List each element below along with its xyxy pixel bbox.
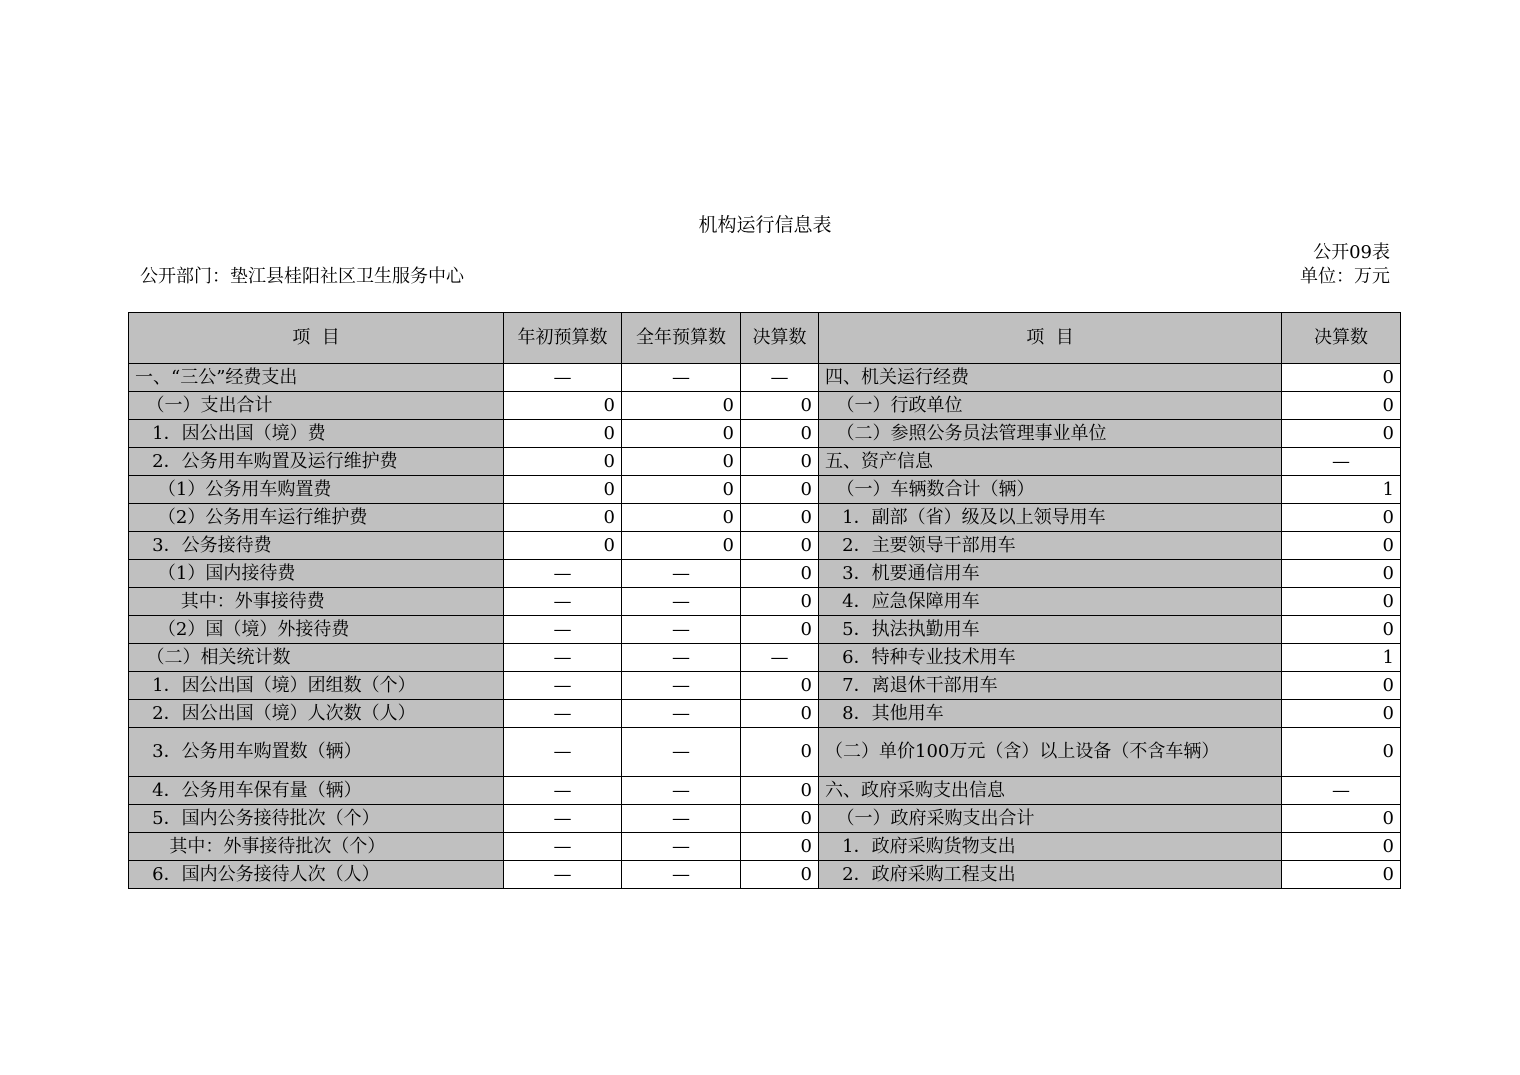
budget-initial-cell: 0 (504, 392, 622, 420)
left-item-cell: 5．国内公务接待批次（个） (129, 805, 504, 833)
budget-annual-cell: — (622, 364, 741, 392)
table-row (129, 364, 1401, 392)
table-row (129, 392, 1401, 420)
budget-initial-cell: — (504, 672, 622, 700)
final-left-cell: 0 (741, 448, 819, 476)
left-item-cell: 6．国内公务接待人次（人） (129, 861, 504, 889)
header-right-item: 项 目 (819, 313, 1282, 364)
budget-annual-cell: 0 (622, 504, 741, 532)
final-left-cell: 0 (741, 700, 819, 728)
right-item-cell: 3．机要通信用车 (819, 560, 1282, 588)
right-item-cell: 2．主要领导干部用车 (819, 532, 1282, 560)
final-left-cell: 0 (741, 777, 819, 805)
final-left-cell: 0 (741, 861, 819, 889)
left-item-cell: 2．因公出国（境）人次数（人） (129, 700, 504, 728)
final-left-cell: 0 (741, 392, 819, 420)
budget-annual-cell: — (622, 644, 741, 672)
budget-initial-cell: — (504, 700, 622, 728)
final-left-cell: — (741, 644, 819, 672)
page-title: 机构运行信息表 (698, 214, 832, 236)
right-item-cell: 5．执法执勤用车 (819, 616, 1282, 644)
budget-initial-cell: — (504, 644, 622, 672)
budget-annual-cell: 0 (622, 448, 741, 476)
header-final-left: 决算数 (741, 313, 819, 364)
right-item-cell: 7．离退休干部用车 (819, 672, 1282, 700)
final-right-cell: 0 (1282, 861, 1401, 889)
table-row (129, 861, 1401, 889)
final-left-cell: 0 (741, 616, 819, 644)
right-item-cell: 2．政府采购工程支出 (819, 861, 1282, 889)
left-item-cell: 4．公务用车保有量（辆） (129, 777, 504, 805)
budget-annual-cell: — (622, 777, 741, 805)
budget-annual-cell: 0 (622, 532, 741, 560)
final-left-cell: 0 (741, 833, 819, 861)
left-item-cell: （2）公务用车运行维护费 (129, 504, 504, 532)
table-header-row (129, 313, 1401, 364)
final-right-cell: 0 (1282, 672, 1401, 700)
table-row (129, 700, 1401, 728)
budget-initial-cell: — (504, 616, 622, 644)
left-item-cell: （1）公务用车购置费 (129, 476, 504, 504)
budget-annual-cell: 0 (622, 392, 741, 420)
final-right-cell: 0 (1282, 616, 1401, 644)
table-row (129, 420, 1401, 448)
final-right-cell: 0 (1282, 588, 1401, 616)
budget-initial-cell: — (504, 805, 622, 833)
right-item-cell: 1．副部（省）级及以上领导用车 (819, 504, 1282, 532)
right-item-cell: 8．其他用车 (819, 700, 1282, 728)
budget-annual-cell: — (622, 728, 741, 777)
table-row (129, 777, 1401, 805)
final-right-cell: — (1282, 448, 1401, 476)
unit-label: 单位：万元 (1300, 266, 1390, 287)
table-row (129, 728, 1401, 777)
final-left-cell: 0 (741, 532, 819, 560)
left-item-cell: （1）国内接待费 (129, 560, 504, 588)
left-item-cell: （一）支出合计 (129, 392, 504, 420)
table-row (129, 476, 1401, 504)
form-number: 公开09表 (1313, 242, 1390, 263)
right-item-cell: 六、政府采购支出信息 (819, 777, 1282, 805)
budget-annual-cell: — (622, 861, 741, 889)
left-item-cell: 一、“三公”经费支出 (129, 364, 504, 392)
final-left-cell: 0 (741, 588, 819, 616)
budget-annual-cell: — (622, 805, 741, 833)
budget-initial-cell: — (504, 588, 622, 616)
final-left-cell: 0 (741, 560, 819, 588)
final-left-cell: 0 (741, 728, 819, 777)
right-item-cell: （一）行政单位 (819, 392, 1282, 420)
budget-annual-cell: — (622, 833, 741, 861)
report-table (128, 312, 1401, 889)
final-left-cell: — (741, 364, 819, 392)
table-row (129, 805, 1401, 833)
left-item-cell: 其中：外事接待费 (129, 588, 504, 616)
final-left-cell: 0 (741, 672, 819, 700)
budget-initial-cell: — (504, 777, 622, 805)
right-item-cell: 四、机关运行经费 (819, 364, 1282, 392)
final-right-cell: 0 (1282, 728, 1401, 777)
table-row (129, 504, 1401, 532)
right-item-cell: 五、资产信息 (819, 448, 1282, 476)
left-item-cell: 3．公务用车购置数（辆） (129, 728, 504, 777)
final-right-cell: 0 (1282, 805, 1401, 833)
final-right-cell: 0 (1282, 392, 1401, 420)
budget-initial-cell: 0 (504, 532, 622, 560)
final-right-cell: 1 (1282, 476, 1401, 504)
final-right-cell: 0 (1282, 560, 1401, 588)
right-item-cell: （二）参照公务员法管理事业单位 (819, 420, 1282, 448)
department-label: 公开部门：垫江县桂阳社区卫生服务中心 (140, 266, 464, 287)
left-item-cell: （2）国（境）外接待费 (129, 616, 504, 644)
right-item-cell: （二）单价100万元（含）以上设备（不含车辆） (819, 728, 1282, 777)
final-left-cell: 0 (741, 504, 819, 532)
final-right-cell: 0 (1282, 700, 1401, 728)
right-item-cell: 6．特种专业技术用车 (819, 644, 1282, 672)
left-item-cell: 其中：外事接待批次（个） (129, 833, 504, 861)
table-row (129, 616, 1401, 644)
budget-initial-cell: — (504, 560, 622, 588)
header-budget-initial: 年初预算数 (504, 313, 622, 364)
right-item-cell: 1．政府采购货物支出 (819, 833, 1282, 861)
left-item-cell: （二）相关统计数 (129, 644, 504, 672)
final-right-cell: 0 (1282, 833, 1401, 861)
header-budget-annual: 全年预算数 (622, 313, 741, 364)
table-row (129, 588, 1401, 616)
final-right-cell: 0 (1282, 504, 1401, 532)
table-row (129, 560, 1401, 588)
budget-annual-cell: — (622, 560, 741, 588)
budget-initial-cell: 0 (504, 448, 622, 476)
right-item-cell: （一）车辆数合计（辆） (819, 476, 1282, 504)
budget-annual-cell: — (622, 588, 741, 616)
table-row (129, 644, 1401, 672)
budget-initial-cell: 0 (504, 420, 622, 448)
left-item-cell: 1．因公出国（境）费 (129, 420, 504, 448)
budget-initial-cell: — (504, 728, 622, 777)
table-row (129, 532, 1401, 560)
final-right-cell: 0 (1282, 364, 1401, 392)
table-row (129, 448, 1401, 476)
budget-annual-cell: 0 (622, 420, 741, 448)
budget-initial-cell: — (504, 833, 622, 861)
right-item-cell: 4．应急保障用车 (819, 588, 1282, 616)
budget-annual-cell: 0 (622, 476, 741, 504)
final-left-cell: 0 (741, 476, 819, 504)
table-row (129, 833, 1401, 861)
budget-annual-cell: — (622, 672, 741, 700)
left-item-cell: 1．因公出国（境）团组数（个） (129, 672, 504, 700)
budget-initial-cell: 0 (504, 504, 622, 532)
header-left-item: 项 目 (129, 313, 504, 364)
final-right-cell: 0 (1282, 420, 1401, 448)
final-right-cell: 1 (1282, 644, 1401, 672)
final-left-cell: 0 (741, 420, 819, 448)
budget-initial-cell: 0 (504, 476, 622, 504)
budget-initial-cell: — (504, 861, 622, 889)
table-row (129, 672, 1401, 700)
left-item-cell: 2．公务用车购置及运行维护费 (129, 448, 504, 476)
final-left-cell: 0 (741, 805, 819, 833)
budget-initial-cell: — (504, 364, 622, 392)
final-right-cell: — (1282, 777, 1401, 805)
header-final-right: 决算数 (1282, 313, 1401, 364)
final-right-cell: 0 (1282, 532, 1401, 560)
budget-annual-cell: — (622, 700, 741, 728)
budget-annual-cell: — (622, 616, 741, 644)
right-item-cell: （一）政府采购支出合计 (819, 805, 1282, 833)
left-item-cell: 3．公务接待费 (129, 532, 504, 560)
